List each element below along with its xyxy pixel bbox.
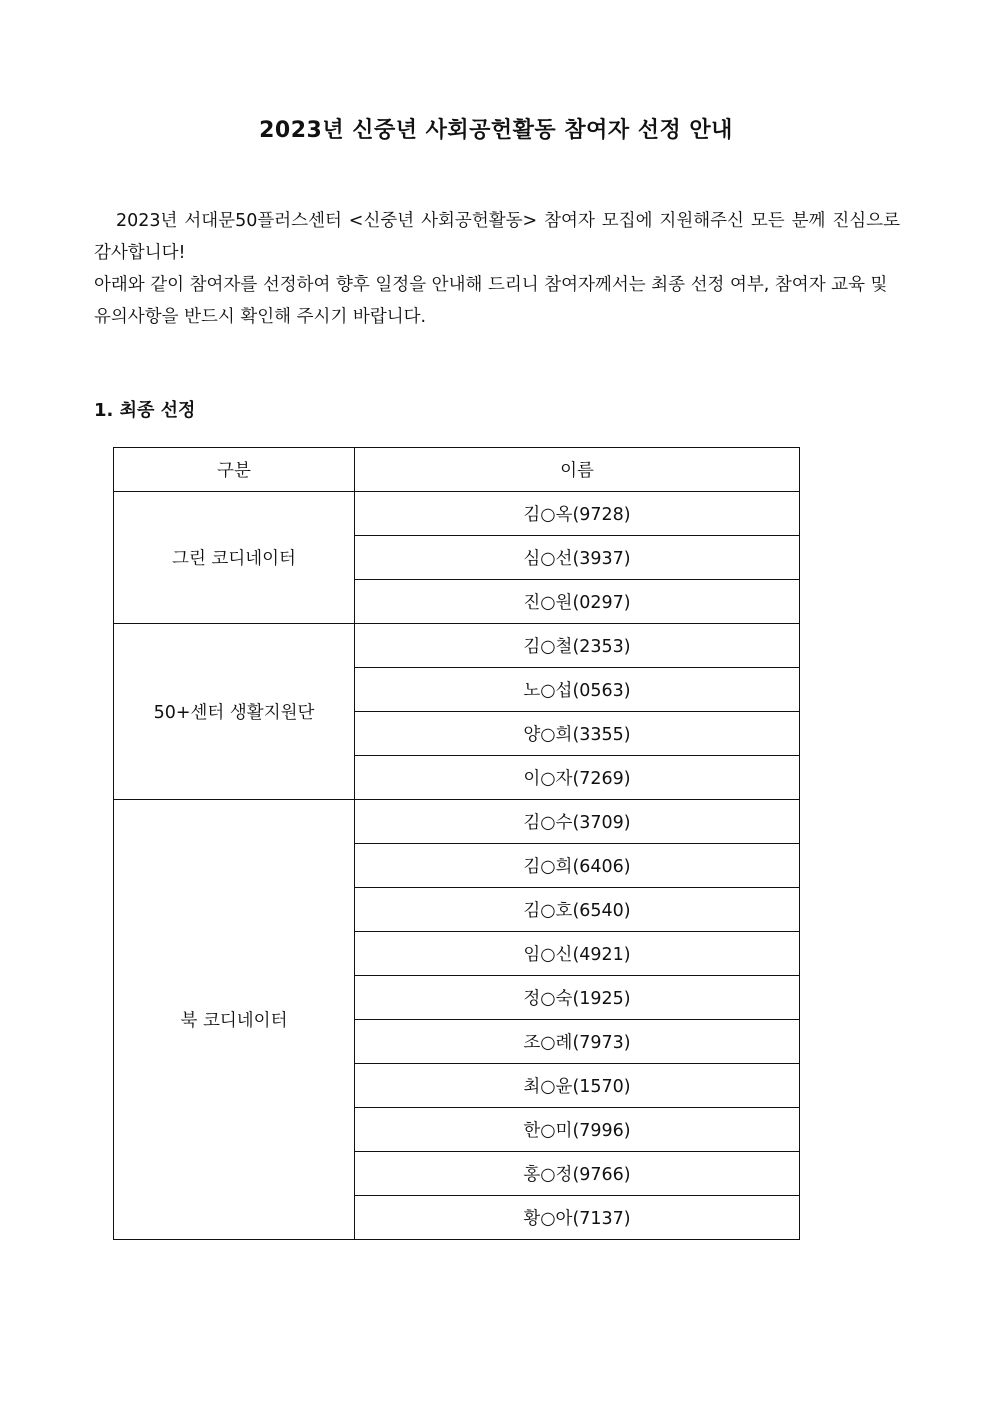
header-name: 이름	[355, 448, 800, 492]
name-cell: 김○수(3709)	[355, 800, 800, 844]
category-cell: 50+센터 생활지원단	[114, 624, 355, 800]
table-row	[114, 624, 800, 668]
name-cell: 진○원(0297)	[355, 580, 800, 624]
table-body	[114, 492, 800, 1240]
name-cell: 이○자(7269)	[355, 756, 800, 800]
name-cell: 양○희(3355)	[355, 712, 800, 756]
name-cell: 김○철(2353)	[355, 624, 800, 668]
table-header-row	[114, 448, 800, 492]
intro-paragraph-1: 2023년 서대문50플러스센터 <신중년 사회공헌활동> 참여자 모집에 지원해주신 모든 분께 진심으로 감사합니다!	[94, 211, 900, 263]
name-cell: 심○선(3937)	[355, 536, 800, 580]
name-cell: 조○례(7973)	[355, 1020, 800, 1064]
name-cell: 김○옥(9728)	[355, 492, 800, 536]
intro-paragraph-2: 아래와 같이 참여자를 선정하여 향후 일정을 안내해 드리니 참여자께서는 최종 선정 여부, 참여자 교육 및 유의사항을 반드시 확인해 주시기 바랍니다.	[94, 275, 888, 327]
document-title: 2023년 신중년 사회공헌활동 참여자 선정 안내	[259, 118, 733, 143]
name-cell: 홍○정(9766)	[355, 1152, 800, 1196]
name-cell: 황○아(7137)	[355, 1196, 800, 1240]
name-cell: 임○신(4921)	[355, 932, 800, 976]
name-cell: 최○윤(1570)	[355, 1064, 800, 1108]
selection-table	[113, 447, 800, 1240]
category-cell: 북 코디네이터	[114, 800, 355, 1240]
name-cell: 김○호(6540)	[355, 888, 800, 932]
table-row	[114, 800, 800, 844]
table-row	[114, 492, 800, 536]
category-cell: 그린 코디네이터	[114, 492, 355, 624]
intro-text	[94, 205, 900, 333]
name-cell: 정○숙(1925)	[355, 976, 800, 1020]
section-heading-final-selection: 1. 최종 선정	[94, 400, 196, 421]
name-cell: 한○미(7996)	[355, 1108, 800, 1152]
header-category: 구분	[114, 448, 355, 492]
name-cell: 노○섭(0563)	[355, 668, 800, 712]
name-cell: 김○희(6406)	[355, 844, 800, 888]
